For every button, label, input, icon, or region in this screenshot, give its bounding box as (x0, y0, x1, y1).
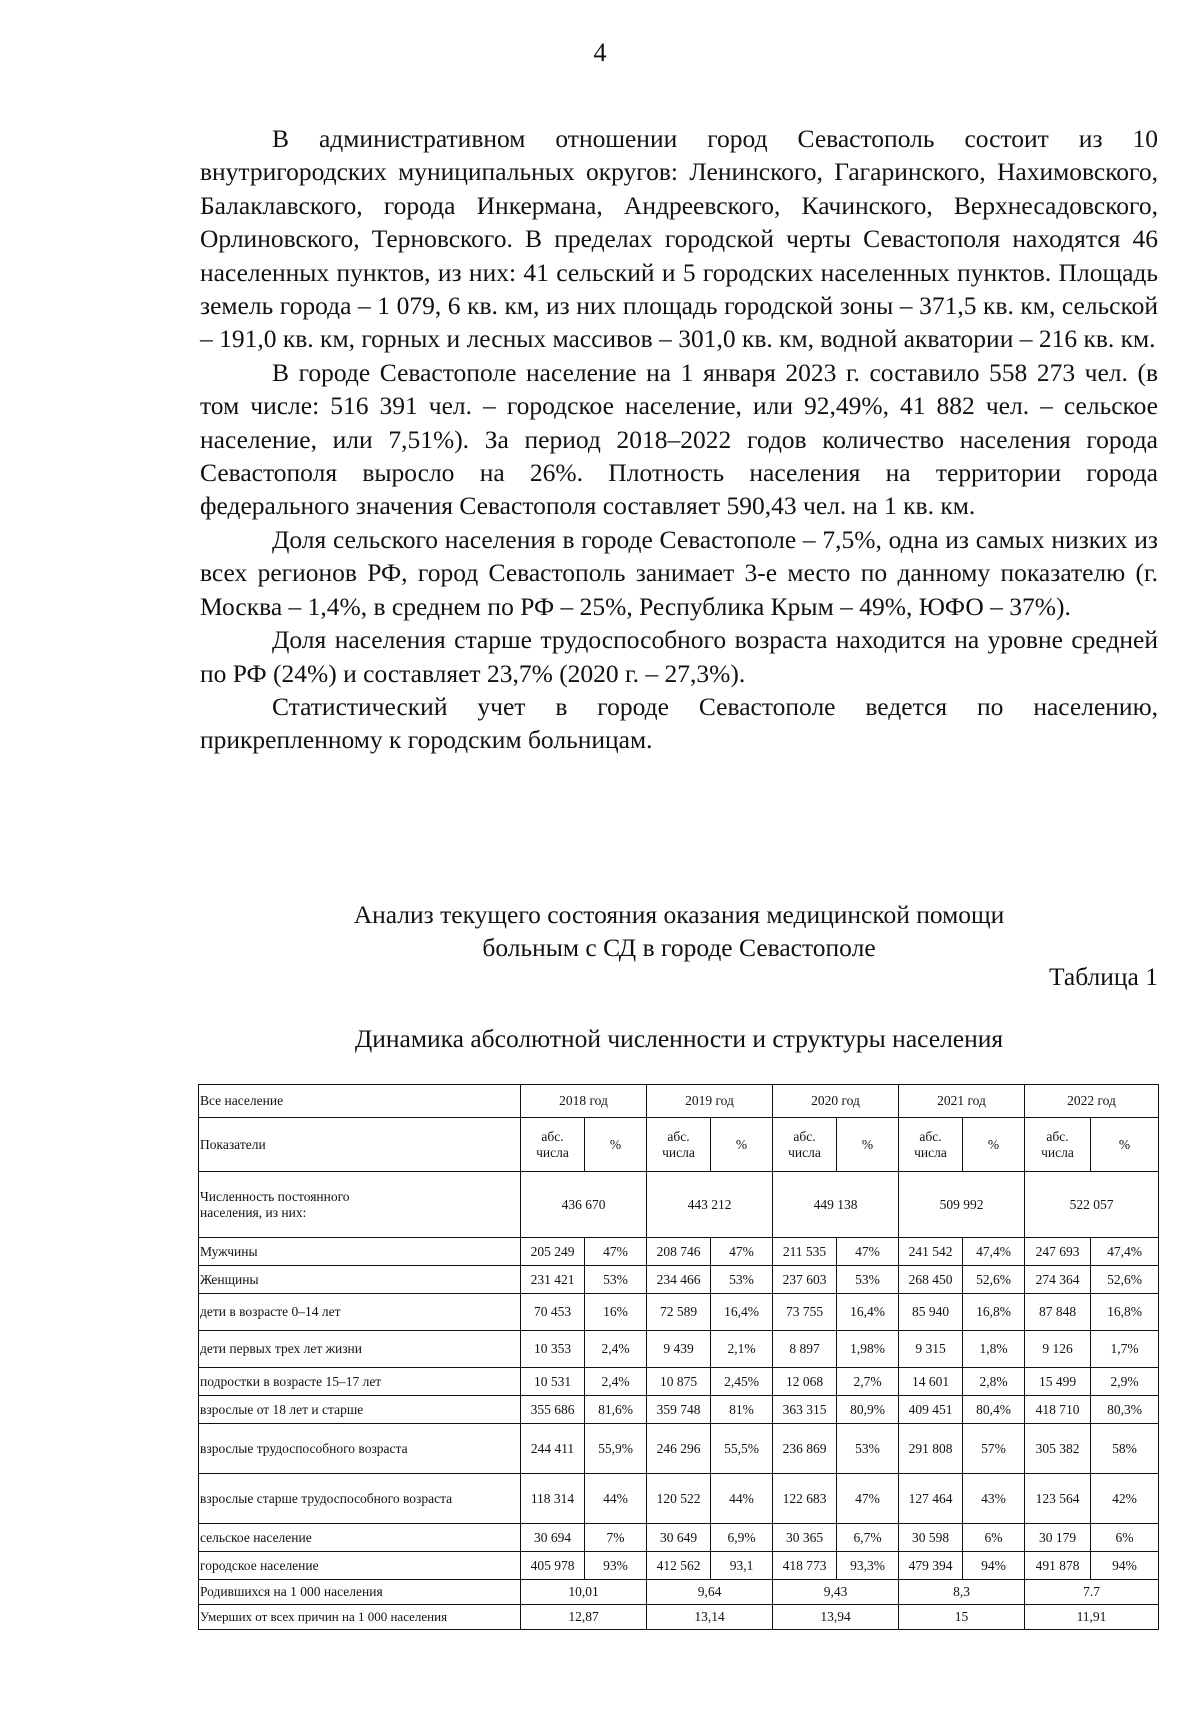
total-cell: 522 057 (1025, 1172, 1159, 1238)
year-header: 2018 год (521, 1085, 647, 1118)
cell: 47% (837, 1238, 899, 1266)
paragraph: Доля сельского населения в городе Севастополе – 7,5%, одна из самых низких из всех регионов РФ, город Севастополь занимает 3-е место по данному показателю (г. Москва – 1,4%, в среднем по РФ – 25%, Республика Крым – 49%, ЮФО – 37%). (200, 524, 1158, 621)
cell: 118 314 (521, 1474, 585, 1524)
cell: 72 589 (647, 1294, 711, 1331)
year-header: 2022 год (1025, 1085, 1159, 1118)
table-row (199, 1474, 1159, 1524)
cell: 355 686 (521, 1396, 585, 1424)
cell: 12 068 (773, 1368, 837, 1396)
deaths-cell: 13,94 (773, 1605, 899, 1630)
cell: 16,4% (711, 1294, 773, 1331)
cell: 10 875 (647, 1368, 711, 1396)
total-cell: 449 138 (773, 1172, 899, 1238)
cell: 16,4% (837, 1294, 899, 1331)
births-cell: 9,64 (647, 1580, 773, 1605)
cell: 30 365 (773, 1524, 837, 1552)
cell: 2,4% (585, 1331, 647, 1368)
cell: 359 748 (647, 1396, 711, 1424)
cell: 6% (1091, 1524, 1159, 1552)
cell: 55,5% (711, 1424, 773, 1474)
paragraph: Статистический учет в городе Севастополе ведется по населению, прикрепленному к городским больницам. (200, 691, 1158, 755)
cell: 205 249 (521, 1238, 585, 1266)
cell: 85 940 (899, 1294, 963, 1331)
header-years-row (199, 1085, 1159, 1118)
cell: 15 499 (1025, 1368, 1091, 1396)
cell: 53% (711, 1266, 773, 1294)
cell: 80,9% (837, 1396, 899, 1424)
row-label: дети первых трех лет жизни (199, 1331, 521, 1368)
page-number: 4 (593, 38, 607, 67)
cell: 53% (837, 1424, 899, 1474)
cell: 9 439 (647, 1331, 711, 1368)
pct-header: % (711, 1118, 773, 1172)
births-cell: 7.7 (1025, 1580, 1159, 1605)
cell: 123 564 (1025, 1474, 1091, 1524)
cell: 208 746 (647, 1238, 711, 1266)
table-row (199, 1331, 1159, 1368)
cell: 127 464 (899, 1474, 963, 1524)
row-label: городское население (199, 1552, 521, 1580)
table-number: Таблица 1 (1048, 962, 1158, 991)
total-cell: 443 212 (647, 1172, 773, 1238)
total-label-cell: Численность постоянного населения, из них: (199, 1172, 521, 1238)
cell: 412 562 (647, 1552, 711, 1580)
cell: 93,1 (711, 1552, 773, 1580)
row-label: Мужчины (199, 1238, 521, 1266)
cell: 94% (1091, 1552, 1159, 1580)
abs-header: абс. числа (773, 1118, 837, 1172)
cell: 80,4% (963, 1396, 1025, 1424)
cell: 479 394 (899, 1552, 963, 1580)
row-label: дети в возрасте 0–14 лет (199, 1294, 521, 1331)
cell: 16,8% (1091, 1294, 1159, 1331)
cell: 93% (585, 1552, 647, 1580)
cell: 44% (585, 1474, 647, 1524)
total-cell: 509 992 (899, 1172, 1025, 1238)
total-cell: 436 670 (521, 1172, 647, 1238)
cell: 9 315 (899, 1331, 963, 1368)
cell: 1,8% (963, 1331, 1025, 1368)
cell: 211 535 (773, 1238, 837, 1266)
cell: 120 522 (647, 1474, 711, 1524)
year-header: 2021 год (899, 1085, 1025, 1118)
table-row (199, 1294, 1159, 1331)
cell: 409 451 (899, 1396, 963, 1424)
cell: 2,45% (711, 1368, 773, 1396)
cell: 16,8% (963, 1294, 1025, 1331)
cell: 6,9% (711, 1524, 773, 1552)
pct-header: % (585, 1118, 647, 1172)
cell: 268 450 (899, 1266, 963, 1294)
cell: 47,4% (963, 1238, 1025, 1266)
deaths-cell: 15 (899, 1605, 1025, 1630)
abs-header: абс. числа (521, 1118, 585, 1172)
pct-header: % (1091, 1118, 1159, 1172)
header-units-row (199, 1118, 1159, 1172)
pct-header: % (837, 1118, 899, 1172)
cell: 491 878 (1025, 1552, 1091, 1580)
births-row (199, 1580, 1159, 1605)
cell: 247 693 (1025, 1238, 1091, 1266)
pct-header: % (963, 1118, 1025, 1172)
cell: 73 755 (773, 1294, 837, 1331)
cell: 10 353 (521, 1331, 585, 1368)
paragraph: В городе Севастополе население на 1 января 2023 г. составило 558 273 чел. (в том числе: 516 391 чел. – городское население, или 92,49%, 41 882 чел. – сельское население, или 7,51%). За период 2018–2022 годов количество населения города Севастополя выросло на 26%. Плотность населения на территории города федерального значения Севастополя составляет 590,43 чел. на 1 кв. км. (200, 357, 1158, 521)
abs-header: абс. числа (647, 1118, 711, 1172)
table-row (199, 1396, 1159, 1424)
births-cell: 10,01 (521, 1580, 647, 1605)
deaths-label: Умерших от всех причин на 1 000 населения (199, 1605, 521, 1630)
table-title: Динамика абсолютной численности и структуры населения (354, 1024, 1004, 1053)
year-header: 2020 год (773, 1085, 899, 1118)
cell: 405 978 (521, 1552, 585, 1580)
cell: 42% (1091, 1474, 1159, 1524)
cell: 43% (963, 1474, 1025, 1524)
table-row (199, 1368, 1159, 1396)
cell: 53% (837, 1266, 899, 1294)
section-title (200, 898, 1158, 964)
cell: 52,6% (1091, 1266, 1159, 1294)
cell: 2,7% (837, 1368, 899, 1396)
cell: 53% (585, 1266, 647, 1294)
cell: 291 808 (899, 1424, 963, 1474)
cell: 80,3% (1091, 1396, 1159, 1424)
header-all-cell: Все население (199, 1085, 521, 1118)
deaths-cell: 12,87 (521, 1605, 647, 1630)
births-label: Родившихся на 1 000 населения (199, 1580, 521, 1605)
cell: 55,9% (585, 1424, 647, 1474)
cell: 6% (963, 1524, 1025, 1552)
cell: 418 710 (1025, 1396, 1091, 1424)
cell: 418 773 (773, 1552, 837, 1580)
row-label: взрослые от 18 лет и старше (199, 1396, 521, 1424)
cell: 1,98% (837, 1331, 899, 1368)
cell: 52,6% (963, 1266, 1025, 1294)
total-row (199, 1172, 1159, 1238)
deaths-row (199, 1605, 1159, 1630)
paragraph: Доля населения старше трудоспособного возраста находится на уровне средней по РФ (24%) и составляет 23,7% (2020 г. – 27,3%). (200, 625, 1158, 688)
cell: 30 598 (899, 1524, 963, 1552)
section-title-line: Анализ текущего состояния оказания медицинской помощи (353, 900, 1005, 929)
row-label: сельское население (199, 1524, 521, 1552)
cell: 30 649 (647, 1524, 711, 1552)
cell: 81,6% (585, 1396, 647, 1424)
cell: 231 421 (521, 1266, 585, 1294)
cell: 47% (711, 1238, 773, 1266)
abs-header: абс. числа (899, 1118, 963, 1172)
deaths-cell: 13,14 (647, 1605, 773, 1630)
cell: 30 179 (1025, 1524, 1091, 1552)
cell: 47% (837, 1474, 899, 1524)
cell: 2,8% (963, 1368, 1025, 1396)
cell: 58% (1091, 1424, 1159, 1474)
cell: 363 315 (773, 1396, 837, 1424)
body-text (200, 122, 1158, 757)
cell: 2,4% (585, 1368, 647, 1396)
table-row (199, 1424, 1159, 1474)
cell: 93,3% (837, 1552, 899, 1580)
row-label: Женщины (199, 1266, 521, 1294)
table-row (199, 1266, 1159, 1294)
header-indicators-cell: Показатели (199, 1118, 521, 1172)
cell: 81% (711, 1396, 773, 1424)
cell: 30 694 (521, 1524, 585, 1552)
cell: 236 869 (773, 1424, 837, 1474)
population-table (198, 1084, 1159, 1630)
cell: 122 683 (773, 1474, 837, 1524)
cell: 2,1% (711, 1331, 773, 1368)
cell: 70 453 (521, 1294, 585, 1331)
table-row (199, 1524, 1159, 1552)
table-row (199, 1238, 1159, 1266)
cell: 47% (585, 1238, 647, 1266)
cell: 7% (585, 1524, 647, 1552)
paragraph: В административном отношении город Севастополь состоит из 10 внутригородских муниципальных округов: Ленинского, Гагаринского, Нахимовского, Балаклавского, города Инкермана, Андреевского, Качинского, Верхнесадовского, Орлиновского, Терновского. В пределах городской черты Севастополя находятся 46 населенных пунктов, из них: 41 сельский и 5 городских населенных пунктов. Площадь земель города – 1 079, 6 кв. км, из них площадь городской зоны – 371,5 кв. км, сельской – 191,0 кв. км, горных и лесных массивов – 301,0 кв. км, водной акватории – 216 кв. км. (200, 124, 1158, 354)
cell: 2,9% (1091, 1368, 1159, 1396)
cell: 237 603 (773, 1266, 837, 1294)
cell: 57% (963, 1424, 1025, 1474)
deaths-cell: 11,91 (1025, 1605, 1159, 1630)
abs-header: абс. числа (1025, 1118, 1091, 1172)
births-cell: 9,43 (773, 1580, 899, 1605)
cell: 9 126 (1025, 1331, 1091, 1368)
cell: 8 897 (773, 1331, 837, 1368)
cell: 274 364 (1025, 1266, 1091, 1294)
cell: 244 411 (521, 1424, 585, 1474)
cell: 234 466 (647, 1266, 711, 1294)
cell: 94% (963, 1552, 1025, 1580)
cell: 246 296 (647, 1424, 711, 1474)
cell: 44% (711, 1474, 773, 1524)
table-row (199, 1552, 1159, 1580)
births-cell: 8,3 (899, 1580, 1025, 1605)
year-header: 2019 год (647, 1085, 773, 1118)
section-title-line: больным с СД в городе Севастополе (482, 933, 876, 962)
row-label: взрослые трудоспособного возраста (199, 1424, 521, 1474)
cell: 10 531 (521, 1368, 585, 1396)
cell: 305 382 (1025, 1424, 1091, 1474)
cell: 16% (585, 1294, 647, 1331)
cell: 241 542 (899, 1238, 963, 1266)
cell: 47,4% (1091, 1238, 1159, 1266)
cell: 1,7% (1091, 1331, 1159, 1368)
row-label: взрослые старше трудоспособного возраста (199, 1474, 521, 1524)
row-label: подростки в возрасте 15–17 лет (199, 1368, 521, 1396)
cell: 87 848 (1025, 1294, 1091, 1331)
cell: 14 601 (899, 1368, 963, 1396)
cell: 6,7% (837, 1524, 899, 1552)
